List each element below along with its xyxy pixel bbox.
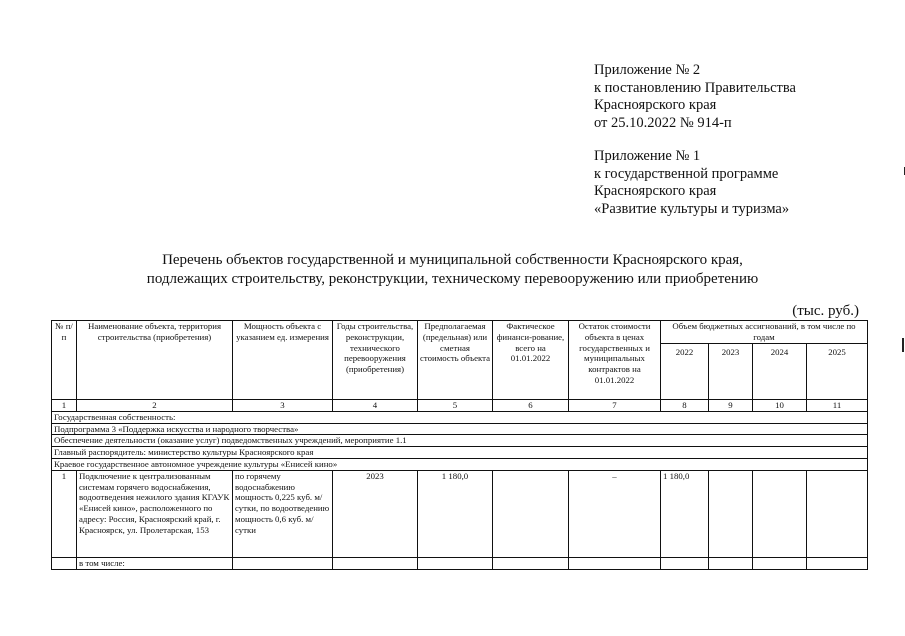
including-label: в том числе: (77, 557, 233, 569)
section-row (52, 458, 868, 470)
document-title (40, 251, 865, 288)
section-label: Главный распорядитель: министерство культуры Красноярского края (52, 447, 868, 459)
section-row (52, 435, 868, 447)
column-number: 9 (709, 400, 753, 412)
units-label: (тыс. руб.) (792, 303, 859, 319)
header-budget-group: Объем бюджетных ассигнований, в том числе по годам (661, 321, 868, 344)
header-num: № п/п (52, 321, 77, 400)
empty-cell (493, 557, 569, 569)
header-year-2022: 2022 (661, 344, 709, 400)
object-value-2023 (709, 470, 753, 557)
empty-cell (52, 557, 77, 569)
section-row (52, 423, 868, 435)
column-number: 2 (77, 400, 233, 412)
section-label: Государственная собственность: (52, 411, 868, 423)
section-label: Обеспечение деятельности (оказание услуг) подведомственных учреждений, мероприятие 1.1 (52, 435, 868, 447)
object-name: Подключение к централизованным системам горячего водоснабжения, водоотведения нежилого здания КГАУК «Енисей кино», расположенного по адресу: Россия, Красноярский край, г. Красноярск, ул. Пролетарская, 153 (77, 470, 233, 557)
object-capacity: по горячему водоснабжению мощность 0,225 куб. м/сутки, по водоотведению мощность 0,6 куб. м/сутки (233, 470, 333, 557)
object-remaining: – (569, 470, 661, 557)
section-row (52, 411, 868, 423)
empty-cell (569, 557, 661, 569)
section-row (52, 447, 868, 459)
appendix-line: к государственной программе (594, 165, 779, 182)
empty-cell (233, 557, 333, 569)
empty-cell (418, 557, 493, 569)
column-number: 1 (52, 400, 77, 412)
empty-cell (333, 557, 418, 569)
column-number: 10 (753, 400, 807, 412)
header-remaining: Остаток стоимости объекта в ценах государственных и муниципальных контрактов на 01.01.2022 (569, 321, 661, 400)
appendix-line: «Развитие культуры и туризма» (594, 200, 790, 217)
header-row (52, 321, 868, 344)
object-financed (493, 470, 569, 557)
empty-cell (753, 557, 807, 569)
title-line-2: подлежащих строительству, реконструкции, техническому перевооружению или приобретению (146, 270, 759, 287)
object-value-2025 (807, 470, 868, 557)
appendix-line: Приложение № 2 (594, 62, 701, 78)
object-value-2024 (753, 470, 807, 557)
column-number: 7 (569, 400, 661, 412)
section-label: Подпрограмма 3 «Поддержка искусства и народного творчества» (52, 423, 868, 435)
section-label: Краевое государственное автономное учреждение культуры «Енисей кино» (52, 458, 868, 470)
column-number: 3 (233, 400, 333, 412)
appendix-block-2 (594, 148, 789, 218)
object-row (52, 470, 868, 557)
objects-table (51, 320, 868, 570)
appendix-line: от 25.10.2022 № 914-п (594, 114, 732, 131)
scan-mark (902, 338, 904, 352)
column-number-row (52, 400, 868, 412)
column-number: 6 (493, 400, 569, 412)
column-number: 4 (333, 400, 418, 412)
title-line-1: Перечень объектов государственной и муниципальной собственности Красноярского края, (162, 252, 743, 268)
empty-cell (709, 557, 753, 569)
appendix-line: Красноярского края (594, 97, 717, 114)
object-value-2022: 1 180,0 (661, 470, 709, 557)
object-cost: 1 180,0 (418, 470, 493, 557)
empty-cell (807, 557, 868, 569)
object-num: 1 (52, 470, 77, 557)
column-number: 5 (418, 400, 493, 412)
object-years: 2023 (333, 470, 418, 557)
header-cost: Предполагаемая (предельная) или сметная стоимость объекта (418, 321, 493, 400)
appendix-block-1 (594, 62, 796, 132)
header-name: Наименование объекта, территория строительства (приобретения) (77, 321, 233, 400)
header-years: Годы строительства, реконструкции, технического перевооружения (приобретения) (333, 321, 418, 400)
header-year-2023: 2023 (709, 344, 753, 400)
appendix-line: к постановлению Правительства (594, 79, 796, 96)
appendix-line: Приложение № 1 (594, 148, 701, 164)
header-capacity: Мощность объекта с указанием ед. измерения (233, 321, 333, 400)
header-year-2024: 2024 (753, 344, 807, 400)
including-row (52, 557, 868, 569)
header-financed: Фактическое финанси-рование, всего на 01.01.2022 (493, 321, 569, 400)
header-year-2025: 2025 (807, 344, 868, 400)
column-number: 11 (807, 400, 868, 412)
empty-cell (661, 557, 709, 569)
appendix-line: Красноярского края (594, 183, 717, 200)
column-number: 8 (661, 400, 709, 412)
